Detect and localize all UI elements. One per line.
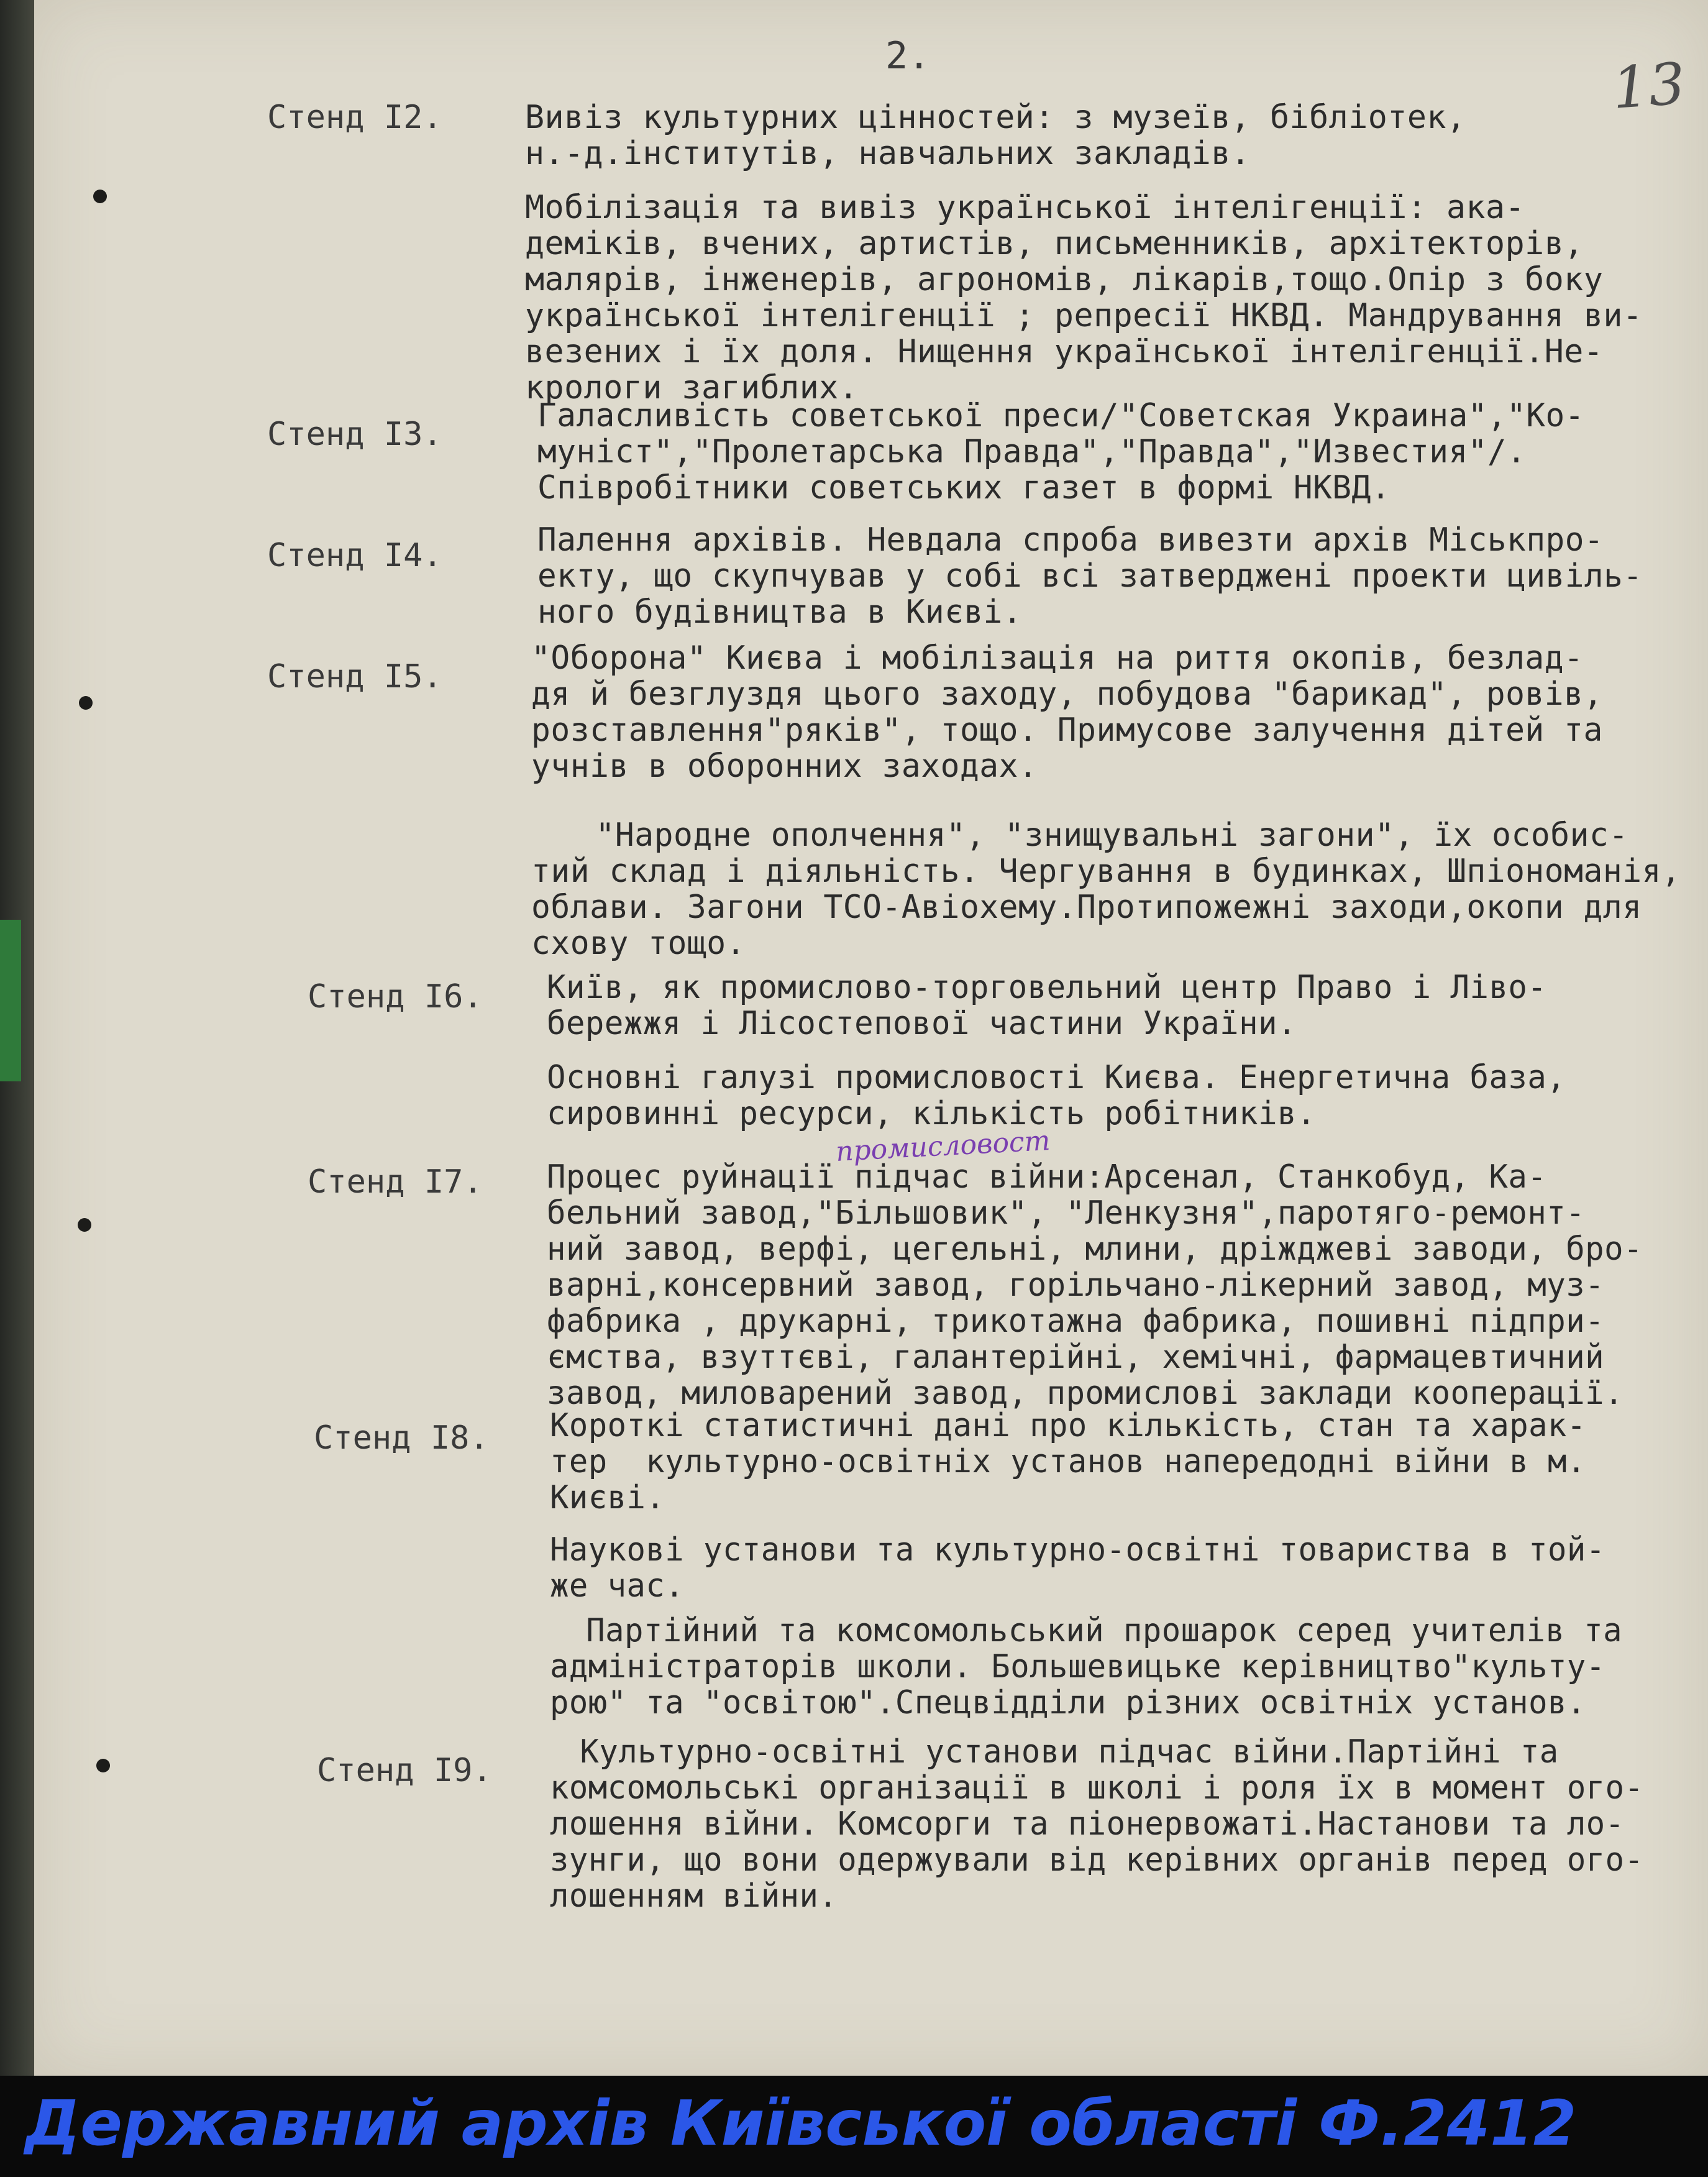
- paragraph: [547, 1060, 1708, 1132]
- paragraph: [537, 522, 1708, 630]
- text-line: комсомольські організації в школі і роля їх в момент ого-: [550, 1769, 1644, 1807]
- stand-label: Стенд I4.: [267, 537, 442, 574]
- binding-hole: [78, 1218, 91, 1232]
- text-line: деміків, вчених, артистів, письменників, архітекторів,: [525, 225, 1584, 262]
- paragraph: [550, 1532, 1708, 1604]
- paragraph: [525, 99, 1706, 172]
- text-line: тер культурно-освітніх установ напередодні війни в м.: [550, 1443, 1586, 1480]
- paragraph: [537, 398, 1708, 506]
- text-line: малярів, інженерів, агрономів, лікарів,тощо.Опір з боку: [525, 261, 1604, 298]
- paragraph: [547, 969, 1708, 1042]
- stand-label: Стенд I8.: [314, 1419, 489, 1457]
- archive-watermark-bar: [0, 2076, 1708, 2177]
- text-line: української інтелігенції ; репресії НКВД. Мандрування ви-: [525, 297, 1643, 334]
- text-line: варні,консервний завод, горільчано-лікерний завод, муз-: [547, 1267, 1605, 1304]
- paragraph: [525, 190, 1706, 406]
- text-line: дя й безглуздя цього заходу, побудова "барикад", ровів,: [531, 676, 1603, 713]
- text-line: Короткі статистичні дані про кількість, стан та харак-: [550, 1407, 1586, 1444]
- text-line: схову тощо.: [531, 925, 746, 962]
- text-line: Співробітники советських газет в формі НКВД.: [537, 469, 1391, 506]
- folder-tab: [0, 920, 21, 1081]
- binding-hole: [93, 190, 107, 203]
- text-line: екту, що скупчував у собі всі затверджені проекти цивіль-: [537, 557, 1643, 595]
- binding-hole: [79, 696, 93, 710]
- text-line: "Оборона" Києва і мобілізація на риття окопів, безлад-: [531, 639, 1584, 677]
- text-line: Культурно-освітні установи підчас війни.Партійні та: [580, 1733, 1559, 1771]
- paragraph: [550, 1734, 1708, 1914]
- text-line: Київ, як промислово-торговельний центр Право і Ліво-: [547, 969, 1547, 1006]
- text-line: завод, миловарений завод, промислові заклади кооперації.: [547, 1375, 1624, 1412]
- stand-label: Стенд I6.: [308, 978, 483, 1015]
- text-line: Наукові установи та культурно-освітні товариства в той-: [550, 1531, 1605, 1569]
- text-line: бельний завод,"Більшовик", "Ленкузня",паротяго-ремонт-: [547, 1194, 1586, 1232]
- text-line: фабрика , друкарні, трикотажна фабрика, пошивні підпри-: [547, 1303, 1605, 1340]
- text-line: везених і їх доля. Нищення української інтелігенції.Не-: [525, 333, 1604, 370]
- text-line: Партійний та комсомольський прошарок серед учителів та: [586, 1612, 1623, 1649]
- text-line: н.-д.інститутів, навчальних закладів.: [525, 135, 1251, 172]
- text-line: же час.: [550, 1567, 685, 1605]
- text-line: адміністраторів школи. Большевицьке керівництво"культу-: [550, 1648, 1605, 1685]
- document-page: [34, 0, 1708, 2076]
- paragraph: [531, 640, 1708, 784]
- text-line: Вивіз культурних цінностей: з музеїв, бібліотек,: [525, 99, 1466, 136]
- text-line: лошення війни. Комсорги та піонервожаті.Настанови та ло-: [550, 1805, 1625, 1843]
- handwritten-insert: промисловост: [834, 1124, 1051, 1168]
- text-line: ємства, взуттєві, галантерійні, хемічні, фармацевтичний: [547, 1339, 1605, 1376]
- text-line: крологи загиблих.: [525, 369, 859, 406]
- archive-watermark-text: Державний архів Київської області Ф.2412: [25, 2087, 1577, 2160]
- text-line: муніст","Пролетарська Правда","Правда","Известия"/.: [537, 433, 1527, 470]
- scan-background: [0, 0, 37, 2177]
- text-line: учнів в оборонних заходах.: [531, 748, 1038, 785]
- text-line: Основні галузі промисловості Києва. Енергетична база,: [547, 1059, 1566, 1096]
- stand-label: Стенд I5.: [267, 658, 442, 695]
- archive-folio-number: 13: [1610, 50, 1687, 122]
- binding-hole: [96, 1759, 110, 1772]
- text-line: тий склад і діяльність. Чергування в будинках, Шпіономанія,: [531, 853, 1681, 890]
- text-line: лошенням війни.: [550, 1877, 838, 1915]
- text-line: "Народне ополчення", "знищувальні загони", їх особис-: [595, 817, 1628, 854]
- paragraph: [547, 1159, 1708, 1411]
- stand-label: Стенд I2.: [267, 99, 442, 136]
- text-line: облави. Загони ТСО-Авіохему.Протипожежні заходи,окопи для: [531, 889, 1642, 926]
- paragraph: [531, 817, 1708, 961]
- text-line: зунги, що вони одержували від керівних органів перед ого-: [550, 1841, 1644, 1879]
- stand-label: Стенд I9.: [317, 1752, 492, 1789]
- text-line: ного будівництва в Києві.: [537, 594, 1023, 631]
- paragraph: [550, 1408, 1708, 1516]
- text-line: сировинні ресурси, кількість робітників.: [547, 1095, 1316, 1132]
- text-line: ний завод, верфі, цегельні, млини, дріжджеві заводи, бро-: [547, 1231, 1643, 1268]
- text-line: рою" та "освітою".Спецвідділи різних освітніх установ.: [550, 1684, 1586, 1721]
- stand-label: Стенд I7.: [308, 1163, 483, 1201]
- text-line: розставлення"ряків", тощо. Примусове залучення дітей та: [531, 712, 1603, 749]
- stand-label: Стенд I3.: [267, 416, 442, 453]
- paragraph: [550, 1613, 1708, 1721]
- page-number: 2.: [885, 34, 931, 78]
- text-line: Мобілізація та вивіз української інтелігенції: ака-: [525, 189, 1525, 226]
- text-line: бережжя і Лісостепової частини України.: [547, 1005, 1297, 1042]
- text-line: Галасливість советської преси/"Советская Украина","Ко-: [537, 397, 1584, 434]
- text-line: Процес руйнації підчас війни:Арсенал, Станкобуд, Ка-: [547, 1158, 1547, 1196]
- text-line: Києві.: [550, 1479, 665, 1516]
- text-line: Палення архівів. Невдала спроба вивезти архів Міськпро-: [537, 521, 1604, 559]
